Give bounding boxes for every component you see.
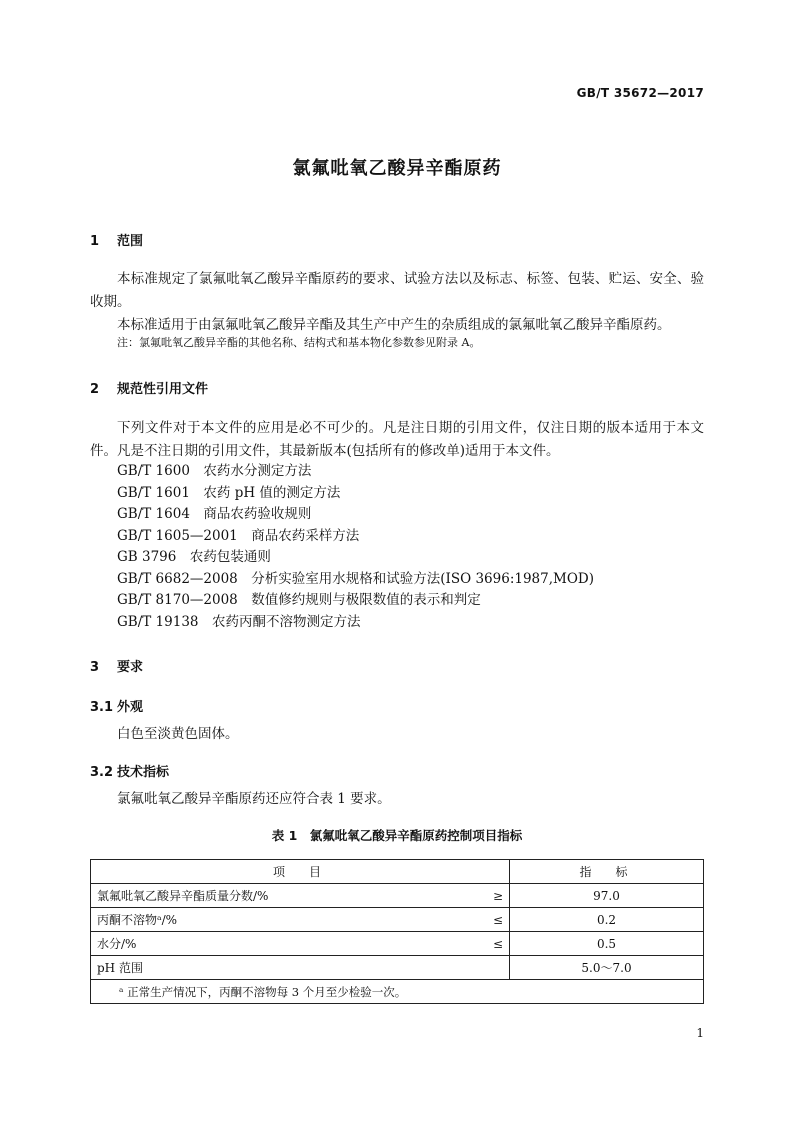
table-row	[91, 908, 704, 932]
standard-code: GB/T 35672—2017	[576, 86, 704, 100]
document-title: 氯氟吡氧乙酸异辛酯原药	[292, 158, 502, 179]
section-title: 要求	[117, 660, 144, 675]
section-number: 3	[90, 660, 100, 675]
reference-item: GB/T 8170—2008 数值修约规则与极限数值的表示和判定	[117, 592, 481, 608]
page-number: 1	[696, 1026, 704, 1040]
item-label: 丙酮不溶物ᵃ/%	[97, 913, 178, 927]
paragraph: 本标准规定了氯氟吡氧乙酸异辛酯原药的要求、试验方法以及标志、标签、包装、贮运、安全、验收期。	[90, 271, 704, 310]
table-header-row	[91, 860, 704, 884]
item-label: 水分/%	[97, 937, 137, 951]
value-cell: 5.0～7.0	[510, 956, 704, 980]
section-1-heading	[90, 230, 143, 249]
comparison-operator: ≤	[492, 912, 503, 927]
section-number: 3.1	[90, 700, 114, 715]
section-number: 3.2	[90, 765, 114, 780]
section-title: 范围	[117, 234, 144, 249]
subsection-3-2-heading	[90, 761, 169, 780]
item-cell	[91, 956, 510, 980]
section-2-heading	[90, 378, 208, 397]
paragraph: 白色至淡黄色固体。	[117, 726, 239, 742]
reference-item: GB/T 1600 农药水分测定方法	[117, 463, 312, 479]
value-cell: 0.5	[510, 932, 704, 956]
item-label: pH 范围	[97, 961, 143, 975]
table-caption: 表 1 氯氟吡氧乙酸异辛酯原药控制项目指标	[271, 828, 523, 843]
item-label: 氯氟吡氧乙酸异辛酯质量分数/%	[97, 889, 269, 903]
reference-item: GB/T 19138 农药丙酮不溶物测定方法	[117, 614, 361, 630]
note: 注：氯氟吡氧乙酸异辛酯的其他名称、结构式和基本物化参数参见附录 A。	[117, 336, 481, 349]
table-footnote-row	[91, 980, 704, 1004]
table-row	[91, 932, 704, 956]
table-row	[91, 884, 704, 908]
reference-item: GB/T 6682—2008 分析实验室用水规格和试验方法(ISO 3696:1987,MOD)	[117, 571, 595, 587]
paragraph: 本标准适用于由氯氟吡氧乙酸异辛酯及其生产中产生的杂质组成的氯氟吡氧乙酸异辛酯原药。	[117, 317, 671, 333]
item-cell	[91, 932, 510, 956]
reference-item: GB/T 1605—2001 商品农药采样方法	[117, 528, 360, 544]
section-title: 规范性引用文件	[117, 382, 209, 397]
table-footnote: ᵃ 正常生产情况下，丙酮不溶物每 3 个月至少检验一次。	[91, 980, 704, 1004]
column-header-value: 指 标	[510, 860, 704, 884]
spec-table	[90, 859, 704, 1004]
value-cell: 97.0	[510, 884, 704, 908]
reference-item: GB 3796 农药包装通则	[117, 549, 271, 565]
section-title: 外观	[117, 700, 144, 715]
comparison-operator: ≥	[492, 888, 503, 903]
reference-item: GB/T 1604 商品农药验收规则	[117, 506, 312, 522]
section-title: 技术指标	[117, 765, 170, 780]
table-row	[91, 956, 704, 980]
subsection-3-1-heading	[90, 696, 143, 715]
paragraph: 下列文件对于本文件的应用是必不可少的。凡是注日期的引用文件，仅注日期的版本适用于本文件。凡是不注日期的引用文件，其最新版本(包括所有的修改单)适用于本文件。	[90, 420, 704, 459]
paragraph: 氯氟吡氧乙酸异辛酯原药还应符合表 1 要求。	[117, 791, 391, 807]
item-cell	[91, 908, 510, 932]
reference-item: GB/T 1601 农药 pH 值的测定方法	[117, 485, 341, 501]
section-3-heading	[90, 656, 143, 675]
section-number: 1	[90, 234, 100, 249]
column-header-item: 项 目	[91, 860, 510, 884]
comparison-operator: ≤	[492, 936, 503, 951]
value-cell: 0.2	[510, 908, 704, 932]
item-cell	[91, 884, 510, 908]
section-number: 2	[90, 382, 100, 397]
